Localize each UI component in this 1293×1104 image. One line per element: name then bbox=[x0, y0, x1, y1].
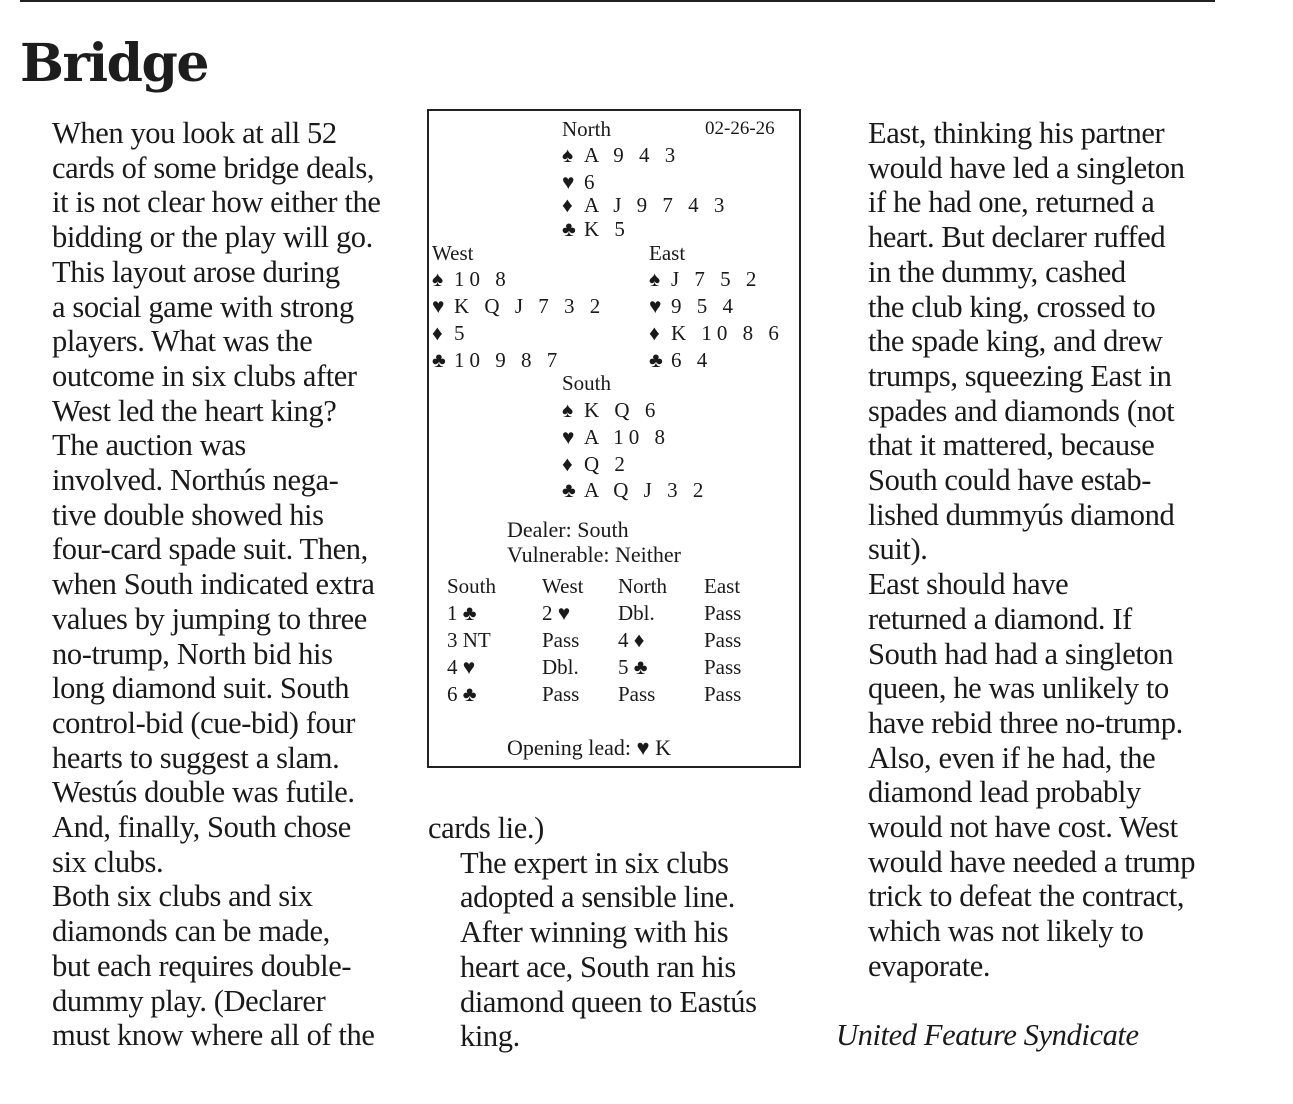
text-line: would have needed a trump bbox=[868, 844, 1196, 879]
article-column-3 bbox=[836, 116, 1226, 1053]
text-line: long diamond suit. South bbox=[52, 671, 350, 706]
text-line: must know where all of the bbox=[52, 1018, 375, 1053]
text-line: in the dummy, cashed bbox=[868, 254, 1126, 289]
north-diamonds-cards: A J 9 7 4 3 bbox=[584, 193, 730, 217]
east-hearts-cards: 9 5 4 bbox=[671, 294, 738, 318]
text-line: no-trump, North bid his bbox=[52, 636, 333, 671]
text-line: outcome in six clubs after bbox=[52, 358, 357, 393]
paragraph bbox=[428, 811, 808, 846]
text-line: the club king, crossed to bbox=[868, 289, 1156, 324]
paragraph bbox=[836, 116, 1226, 567]
west-label: West bbox=[432, 241, 474, 265]
east-hearts bbox=[649, 296, 738, 317]
paragraph bbox=[20, 428, 410, 879]
text-line: Also, even if he had, the bbox=[868, 740, 1156, 775]
auction-header-east: East bbox=[704, 574, 741, 598]
text-line: The auction was bbox=[52, 428, 246, 463]
text-line: have rebid three no-trump. bbox=[868, 705, 1183, 740]
east-clubs-cards: 6 4 bbox=[671, 348, 713, 372]
text-line: heart ace, South ran his bbox=[460, 949, 736, 984]
dealer-text: Dealer: South bbox=[507, 517, 629, 542]
north-spades bbox=[562, 145, 680, 166]
spade-icon: ♠ bbox=[432, 267, 444, 291]
text-line: which was not likely to bbox=[868, 914, 1144, 949]
auction-header-north: North bbox=[618, 574, 667, 598]
south-diamonds-cards: Q 2 bbox=[584, 452, 630, 476]
north-label: North bbox=[562, 117, 611, 141]
credit-text: United Feature Syndicate bbox=[836, 1018, 1139, 1053]
north-hearts bbox=[562, 172, 600, 193]
text-line: bidding or the play will go. bbox=[52, 220, 373, 255]
club-icon: ♣ bbox=[649, 348, 663, 372]
auction-cell: 1 ♣ bbox=[447, 601, 477, 625]
paragraph bbox=[20, 116, 410, 428]
deal-diagram bbox=[427, 109, 801, 768]
south-clubs-cards: A Q J 3 2 bbox=[584, 478, 709, 502]
text-line: spades and diamonds (not bbox=[868, 393, 1175, 428]
auction-cell: Pass bbox=[618, 682, 656, 706]
diamond-icon: ♦ bbox=[649, 321, 660, 345]
text-line: queen, he was unlikely to bbox=[868, 671, 1169, 706]
auction-cell: 5 ♣ bbox=[618, 655, 648, 679]
west-clubs-cards: 10 9 8 7 bbox=[454, 348, 563, 372]
auction-cell: Pass bbox=[542, 628, 580, 652]
text-line: tive double showed his bbox=[52, 497, 324, 532]
text-line: suit). bbox=[868, 532, 928, 567]
diamond-icon: ♦ bbox=[432, 321, 443, 345]
west-clubs bbox=[432, 350, 562, 371]
text-line: diamond queen to Eastús bbox=[460, 984, 757, 1019]
text-line: players. What was the bbox=[52, 324, 313, 359]
north-hearts-cards: 6 bbox=[584, 170, 600, 194]
article-column-1 bbox=[20, 116, 410, 1053]
east-spades-cards: J 7 5 2 bbox=[671, 267, 762, 291]
text-line: South could have estab- bbox=[868, 463, 1152, 498]
paragraph bbox=[20, 879, 410, 1053]
club-icon: ♣ bbox=[562, 217, 576, 241]
club-icon: ♣ bbox=[562, 478, 576, 502]
text-line: diamond lead probably bbox=[868, 775, 1141, 810]
auction-cell: Dbl. bbox=[542, 655, 579, 679]
page-title: Bridge bbox=[20, 33, 208, 94]
deal-date: 02-26-26 bbox=[705, 118, 775, 139]
auction-cell: 2 ♥ bbox=[542, 601, 571, 625]
top-rule bbox=[20, 0, 1215, 2]
auction-cell: Pass bbox=[704, 682, 742, 706]
text-line: trick to defeat the contract, bbox=[868, 879, 1185, 914]
south-diamonds bbox=[562, 454, 630, 475]
text-line: a social game with strong bbox=[52, 289, 354, 324]
east-diamonds-cards: K 10 8 6 bbox=[671, 321, 784, 345]
text-line: dummy play. (Declarer bbox=[52, 983, 326, 1018]
text-line: cards lie.) bbox=[428, 811, 544, 845]
text-line: evaporate. bbox=[868, 948, 991, 983]
spade-icon: ♠ bbox=[562, 398, 574, 422]
text-line: After winning with his bbox=[460, 915, 729, 950]
east-clubs bbox=[649, 350, 712, 371]
text-line: control-bid (cue-bid) four bbox=[52, 705, 355, 740]
text-line: but each requires double- bbox=[52, 948, 352, 983]
paragraph bbox=[836, 567, 1226, 983]
north-diamonds bbox=[562, 195, 729, 216]
text-line: West led the heart king? bbox=[52, 393, 337, 428]
text-line: East, thinking his partner bbox=[868, 116, 1165, 150]
text-line: if he had one, returned a bbox=[868, 185, 1155, 220]
text-line: cards of some bridge deals, bbox=[52, 150, 375, 185]
paragraph bbox=[428, 846, 808, 1054]
north-clubs bbox=[562, 219, 630, 240]
text-line: returned a diamond. If bbox=[868, 601, 1132, 636]
text-line: six clubs. bbox=[52, 844, 164, 879]
diamond-icon: ♦ bbox=[562, 193, 573, 217]
west-diamonds-cards: 5 bbox=[454, 321, 470, 345]
south-label: South bbox=[562, 371, 612, 395]
auction-cell: 4 ♦ bbox=[618, 628, 645, 652]
text-line: would have led a singleton bbox=[868, 150, 1185, 185]
diamond-icon: ♦ bbox=[562, 452, 573, 476]
heart-icon: ♥ bbox=[432, 294, 445, 318]
text-line: diamonds can be made, bbox=[52, 914, 330, 949]
text-line: the spade king, and drew bbox=[868, 324, 1163, 359]
auction-cell: Pass bbox=[704, 655, 742, 679]
article-column-2 bbox=[428, 811, 808, 1054]
north-spades-cards: A 9 4 3 bbox=[584, 143, 681, 167]
text-line: lished dummyús diamond bbox=[868, 497, 1175, 532]
spade-icon: ♠ bbox=[562, 143, 574, 167]
auction-cell: 4 ♥ bbox=[447, 655, 476, 679]
text-line: that it mattered, because bbox=[868, 428, 1155, 463]
east-label: East bbox=[649, 241, 686, 265]
text-line: trumps, squeezing East in bbox=[868, 358, 1172, 393]
text-line: East should have bbox=[868, 567, 1069, 602]
south-hearts bbox=[562, 427, 670, 448]
south-clubs bbox=[562, 480, 708, 501]
heart-icon: ♥ bbox=[562, 425, 575, 449]
west-spades-cards: 10 8 bbox=[454, 267, 511, 291]
text-line: When you look at all 52 bbox=[52, 116, 337, 150]
text-line: involved. Northús nega- bbox=[52, 463, 339, 498]
text-line: four-card spade suit. Then, bbox=[52, 532, 368, 567]
heart-icon: ♥ bbox=[649, 294, 662, 318]
text-line: And, finally, South chose bbox=[52, 810, 351, 845]
vulnerable-text: Vulnerable: Neither bbox=[507, 542, 681, 567]
auction-header-south: South bbox=[447, 574, 497, 598]
text-line: would not have cost. West bbox=[868, 810, 1178, 845]
opening-lead: Opening lead: ♥ K bbox=[507, 735, 671, 760]
east-spades bbox=[649, 269, 761, 290]
south-spades bbox=[562, 400, 660, 421]
heart-icon: ♥ bbox=[562, 170, 575, 194]
text-line: Westús double was futile. bbox=[52, 775, 355, 810]
club-icon: ♣ bbox=[432, 348, 446, 372]
text-line: hearts to suggest a slam. bbox=[52, 740, 340, 775]
text-line: This layout arose during bbox=[52, 254, 340, 289]
text-line: heart. But declarer ruffed bbox=[868, 220, 1166, 255]
west-diamonds bbox=[432, 323, 470, 344]
spade-icon: ♠ bbox=[649, 267, 661, 291]
north-clubs-cards: K 5 bbox=[584, 217, 630, 241]
text-line: values by jumping to three bbox=[52, 601, 367, 636]
auction-header-west: West bbox=[542, 574, 584, 598]
south-hearts-cards: A 10 8 bbox=[584, 425, 671, 449]
south-spades-cards: K Q 6 bbox=[584, 398, 661, 422]
text-line: king. bbox=[460, 1019, 520, 1054]
auction-cell: Dbl. bbox=[618, 601, 655, 625]
auction-cell: 6 ♣ bbox=[447, 682, 477, 706]
auction-cell: Pass bbox=[704, 628, 742, 652]
auction-cell: 3 NT bbox=[447, 628, 491, 652]
text-line: South had had a singleton bbox=[868, 636, 1174, 671]
text-line: when South indicated extra bbox=[52, 567, 375, 602]
text-line: it is not clear how either the bbox=[52, 185, 381, 220]
auction-cell: Pass bbox=[542, 682, 580, 706]
text-line: Both six clubs and six bbox=[52, 879, 313, 914]
text-line: adopted a sensible line. bbox=[460, 880, 735, 915]
auction-cell: Pass bbox=[704, 601, 742, 625]
syndicate-credit bbox=[836, 1018, 1226, 1053]
west-spades bbox=[432, 269, 511, 290]
west-hearts-cards: K Q J 7 3 2 bbox=[454, 294, 606, 318]
east-diamonds bbox=[649, 323, 784, 344]
west-hearts bbox=[432, 296, 605, 317]
text-line: The expert in six clubs bbox=[460, 845, 729, 880]
